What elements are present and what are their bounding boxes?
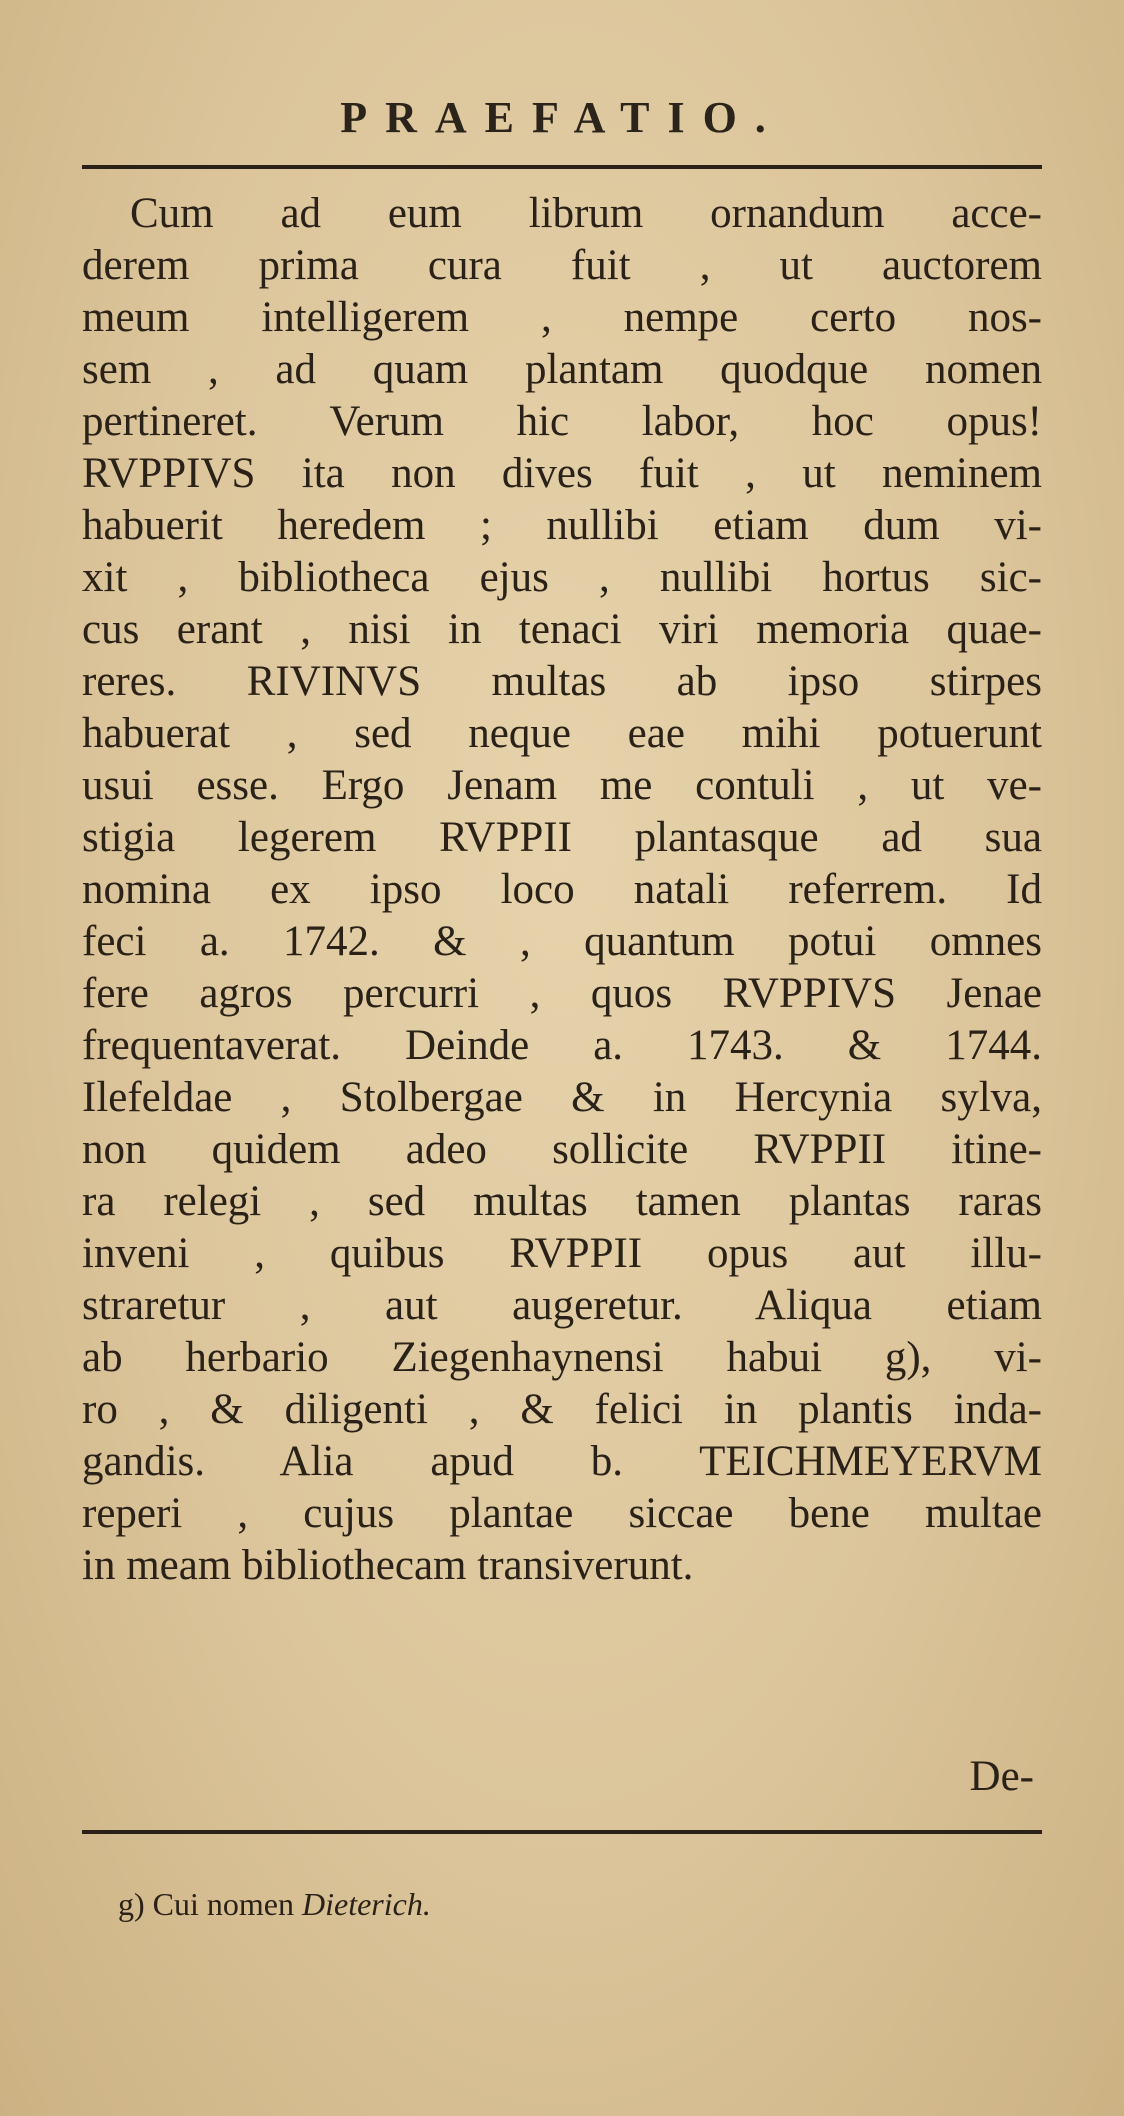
text-line: straretur , aut augeretur. Aliqua etiam: [82, 1282, 1042, 1329]
text-line: xit , bibliotheca ejus , nullibi hortus sic-: [82, 554, 1042, 601]
running-head: PRAEFATIO.: [340, 93, 784, 142]
text-line: ro , & diligenti , & felici in plantis inda-: [82, 1386, 1042, 1433]
text-line: derem prima cura fuit , ut auctorem: [82, 242, 1042, 289]
footnote-rule: [82, 1830, 1042, 1834]
text-line: stigia legerem RVPPII plantasque ad sua: [82, 814, 1042, 861]
footnote-marker: g) Cui nomen: [118, 1886, 294, 1922]
text-line: usui esse. Ergo Jenam me contuli , ut ve-: [82, 762, 1042, 809]
text-line: reperi , cujus plantae siccae bene multae: [82, 1490, 1042, 1537]
text-line: reres. RIVINVS multas ab ipso stirpes: [82, 658, 1042, 705]
text-line: habuerit heredem ; nullibi etiam dum vi-: [82, 502, 1042, 549]
body-text: [82, 188, 1042, 1592]
text-line: inveni , quibus RVPPII opus aut illu-: [82, 1230, 1042, 1277]
text-line: non quidem adeo sollicite RVPPII itine-: [82, 1126, 1042, 1173]
header-rule: [82, 165, 1042, 169]
text-line: habuerat , sed neque eae mihi potuerunt: [82, 710, 1042, 757]
text-line: RVPPIVS ita non dives fuit , ut neminem: [82, 450, 1042, 497]
text-line: in meam bibliothecam transiverunt.: [82, 1542, 694, 1589]
footnote-name: Dieterich.: [301, 1886, 431, 1922]
catchword: De-: [969, 1753, 1034, 1800]
text-line: Ilefeldae , Stolbergae & in Hercynia sylva,: [82, 1074, 1042, 1121]
text-line: pertineret. Verum hic labor, hoc opus!: [82, 398, 1042, 445]
text-line: feci a. 1742. & , quantum potui omnes: [82, 918, 1042, 965]
text-line: nomina ex ipso loco natali referrem. Id: [82, 866, 1042, 913]
text-line: meum intelligerem , nempe certo nos-: [82, 294, 1042, 341]
text-line: gandis. Alia apud b. TEICHMEYERVM: [82, 1438, 1042, 1485]
text-line: ra relegi , sed multas tamen plantas raras: [82, 1178, 1042, 1225]
text-line: cus erant , nisi in tenaci viri memoria quae-: [82, 606, 1042, 653]
text-line: Cum ad eum librum ornandum acce-: [130, 190, 1042, 237]
text-line: sem , ad quam plantam quodque nomen: [82, 346, 1042, 393]
text-line: frequentaverat. Deinde a. 1743. & 1744.: [82, 1022, 1042, 1069]
text-line: fere agros percurri , quos RVPPIVS Jenae: [82, 970, 1042, 1017]
footnote: [118, 1886, 431, 1923]
text-line: ab herbario Ziegenhaynensi habui g), vi-: [82, 1334, 1042, 1381]
